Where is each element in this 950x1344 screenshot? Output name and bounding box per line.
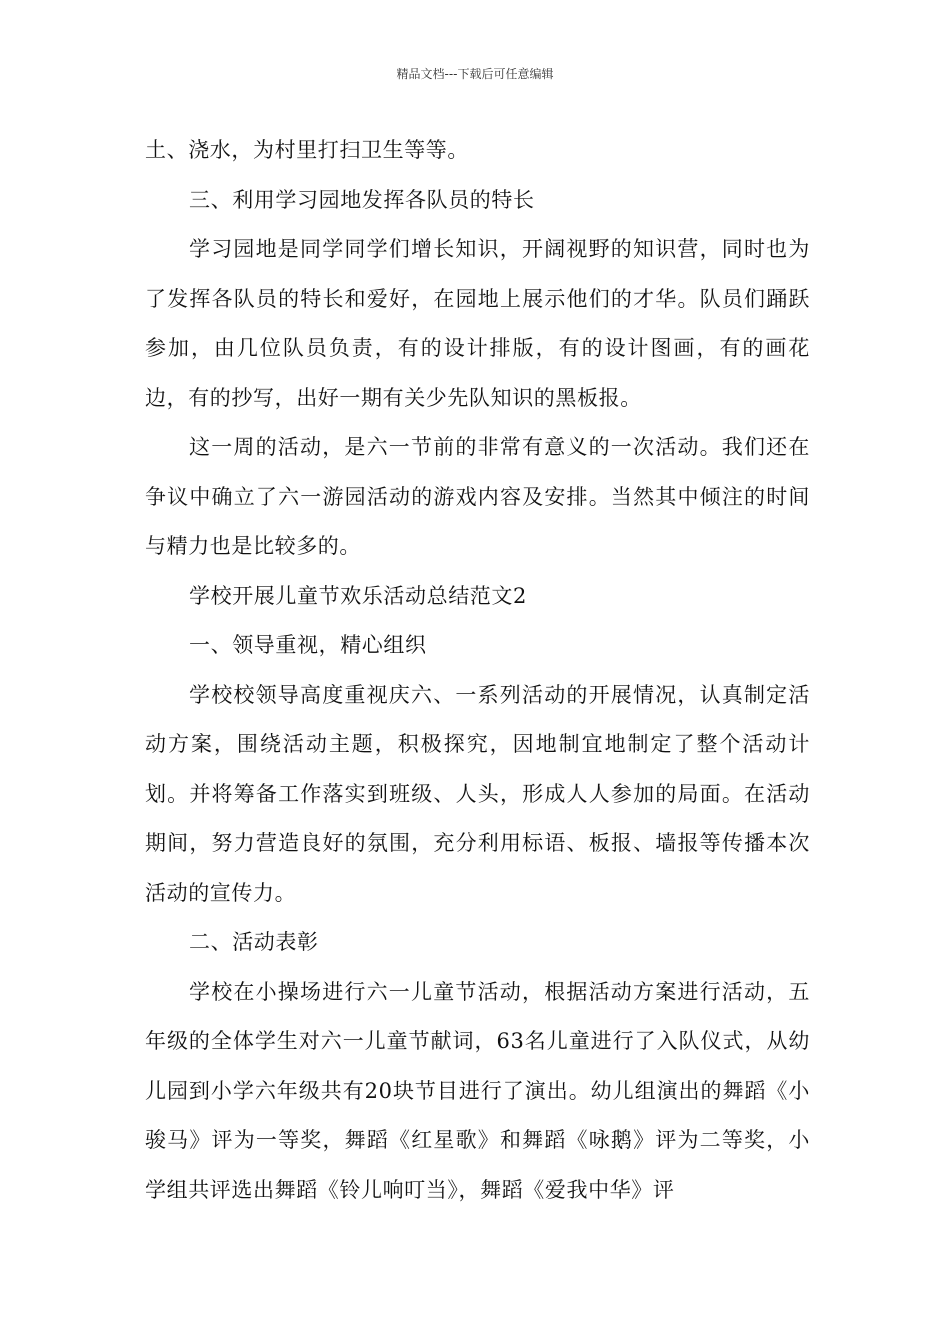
paragraph-awards: 学校在小操场进行六一儿童节活动，根据活动方案进行活动，五年级的全体学生对六一儿童节献词，63名儿童进行了入队仪式，从幼儿园到小学六年级共有20块节目进行了演出。幼儿组演出的舞蹈《小骏马》评为一等奖，舞蹈《红星歌》和舞蹈《咏鹅》评为二等奖，小学组共评选出舞蹈《铃儿响叮当》，舞蹈《爱我中华》评 [145,979,810,1202]
section-heading-3: 三、利用学习园地发挥各队员的特长 [189,187,535,212]
document-body [145,126,810,1215]
paragraph-week-activity: 这一周的活动，是六一节前的非常有意义的一次活动。我们还在争议中确立了六一游园活动的游戏内容及安排。当然其中倾注的时间与精力也是比较多的。 [145,435,810,558]
section-heading-2: 二、活动表彰 [189,930,319,954]
article-title-2: 学校开展儿童节欢乐活动总结范文2 [189,583,527,608]
paragraph-study-garden: 学习园地是同学同学们增长知识，开阔视野的知识营，同时也为了发挥各队员的特长和爱好，在园地上展示他们的才华。队员们踊跃参加，由几位队员负责，有的设计排版，有的设计图画，有的画花边，有的抄写，出好一期有关少先队知识的黑板报。 [145,237,810,410]
page-header: 精品文档---下载后可任意编辑 [396,67,554,81]
paragraph-leadership: 学校校领导高度重视庆六、一系列活动的开展情况，认真制定活动方案，围绕活动主题，积极探究，因地制宜地制定了整个活动计划。并将筹备工作落实到班级、人头，形成人人参加的局面。在活动期间，努力营造良好的氛围，充分利用标语、板报、墙报等传播本次活动的宣传力。 [145,682,810,905]
paragraph-continuation: 土、浇水，为村里打扫卫生等等。 [145,138,469,162]
section-heading-1: 一、领导重视，精心组织 [189,633,427,657]
